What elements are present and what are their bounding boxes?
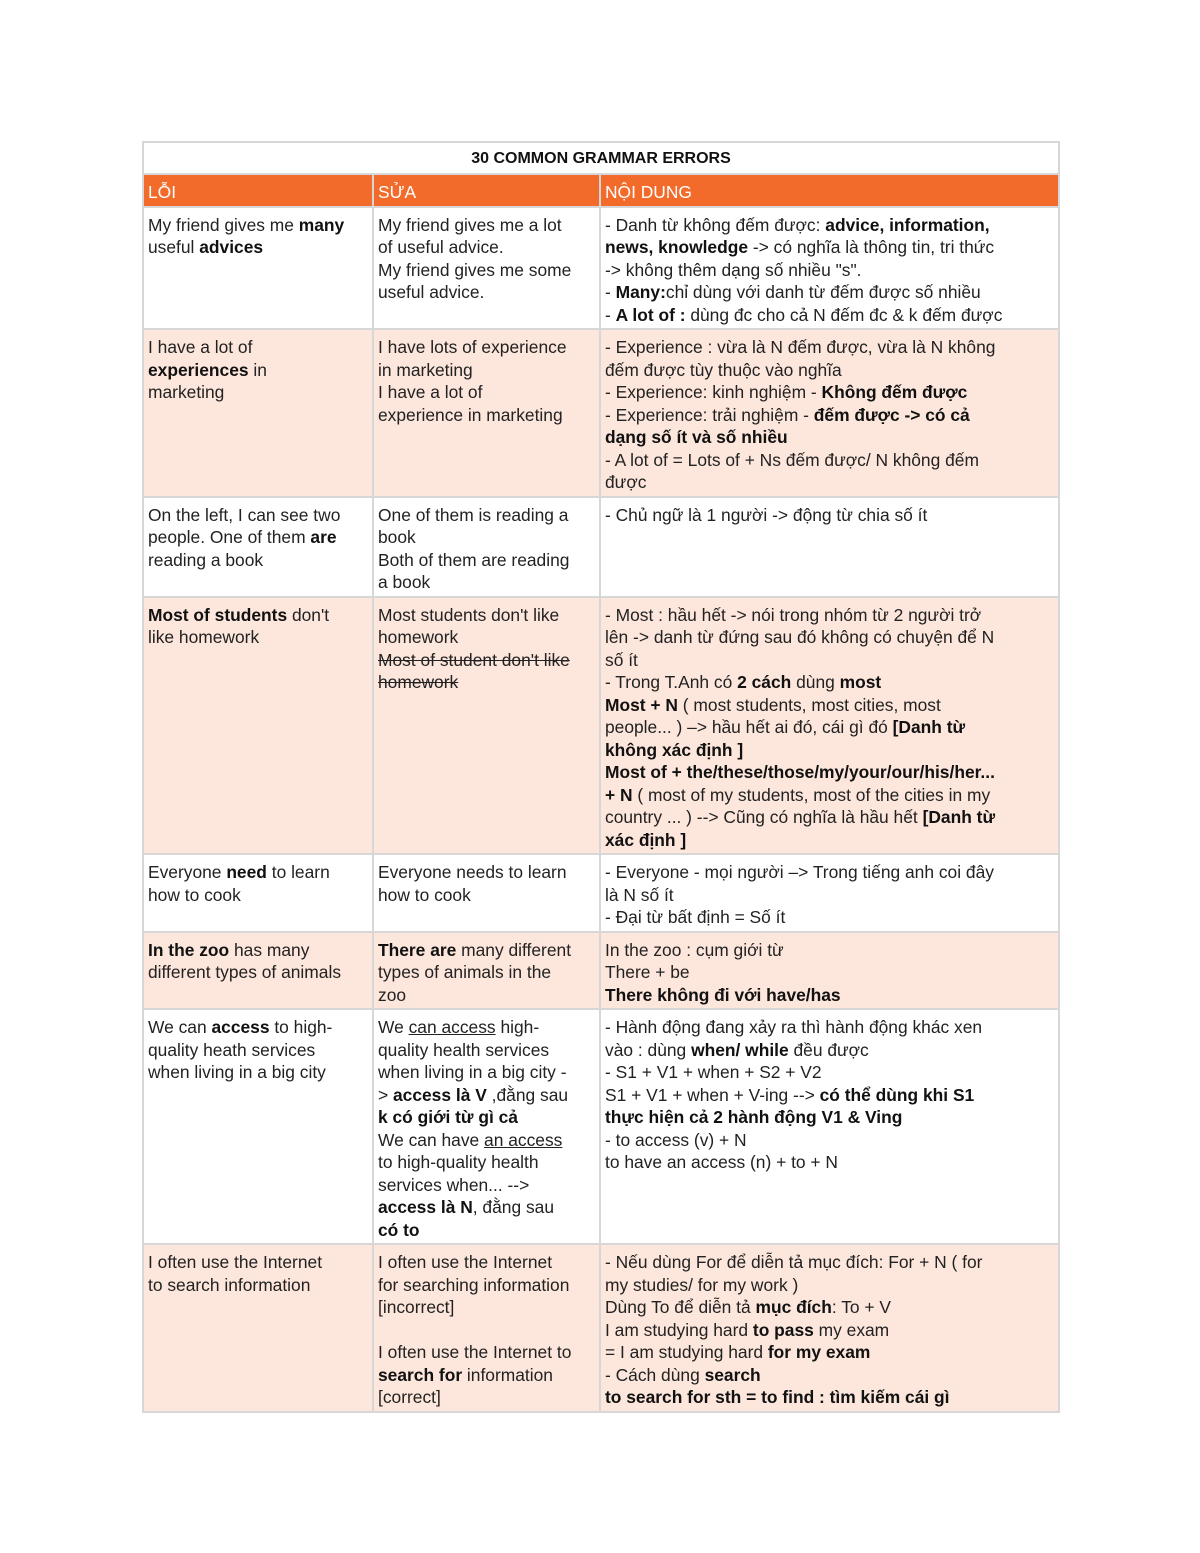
text-line <box>378 1174 596 1197</box>
text-line <box>605 1016 1055 1039</box>
text-line <box>378 1061 596 1084</box>
correction-cell <box>373 207 600 330</box>
text-segment: I often use the Internet <box>378 1252 553 1272</box>
text-line <box>605 1296 1055 1319</box>
explanation-cell <box>600 932 1059 1010</box>
text-segment: how to cook <box>378 884 471 905</box>
text-line <box>605 504 1055 527</box>
text-segment: useful advice. <box>378 282 485 302</box>
text-segment: a book <box>378 572 431 592</box>
text-segment: Most students don't like <box>378 604 560 625</box>
text-line <box>148 359 369 382</box>
text-segment: quality health services <box>378 1039 550 1060</box>
text-line <box>378 626 596 649</box>
text-segment: ( most students, most cities, most <box>677 694 941 715</box>
text-segment: people. One of them <box>148 527 311 547</box>
text-line <box>148 214 369 237</box>
table-row <box>143 1009 1059 1244</box>
text-line <box>378 984 596 1007</box>
text-segment: - Most : hầu hết -> nói trong nhóm từ 2 người trở <box>605 604 982 625</box>
text-segment: In the zoo : cụm giới từ <box>605 939 784 960</box>
text-segment: -> không thêm dạng số nhiều "s". <box>605 259 862 280</box>
bold-text: [Danh từ <box>922 807 996 827</box>
text-line <box>605 426 1055 449</box>
bold-text: many <box>298 214 345 235</box>
text-line <box>378 649 596 672</box>
text-line <box>378 1219 596 1242</box>
text-segment: I often use the Internet to <box>378 1342 572 1362</box>
bold-text: mục đích <box>755 1297 832 1317</box>
text-line <box>605 829 1055 852</box>
bold-text: to search for sth = to find : tìm kiếm cái gì <box>605 1387 950 1407</box>
text-segment: I often use the Internet <box>148 1252 323 1272</box>
text-segment: Both of them are reading <box>378 549 570 570</box>
text-line <box>378 571 596 594</box>
blank-line <box>378 1319 596 1342</box>
text-segment: don't <box>287 604 330 625</box>
table-row <box>143 497 1059 597</box>
text-line <box>378 1251 596 1274</box>
text-segment: book <box>378 527 416 547</box>
text-line <box>378 236 596 259</box>
bold-text: k có giới từ gì cả <box>378 1107 518 1127</box>
text-segment: zoo <box>378 984 407 1005</box>
text-line <box>605 984 1055 1007</box>
text-segment: homework <box>378 627 459 647</box>
text-line <box>605 381 1055 404</box>
text-segment: - Experience: kinh nghiệm - <box>605 382 822 402</box>
text-line <box>378 1016 596 1039</box>
text-segment: I have a lot of <box>148 337 253 357</box>
column-header-correction: SỬA <box>373 174 600 207</box>
bold-text: are <box>310 527 337 547</box>
text-segment: - A lot of = Lots of + Ns đếm được/ N không đếm <box>605 449 979 470</box>
text-line <box>605 1319 1055 1342</box>
bold-text: Không đếm được <box>821 382 968 402</box>
text-line <box>378 404 596 427</box>
text-line <box>148 1251 369 1274</box>
text-line <box>378 504 596 527</box>
bold-text: There không đi với have/has <box>605 984 841 1005</box>
text-line <box>148 1061 369 1084</box>
text-line <box>605 671 1055 694</box>
text-segment: ( most of my students, most of the cities in my <box>632 784 991 805</box>
text-segment: Everyone <box>148 862 227 882</box>
bold-text: In the zoo <box>148 939 230 960</box>
text-segment: My friend gives me <box>148 214 299 235</box>
text-line <box>378 281 596 304</box>
text-segment: country ... ) --> Cũng có nghĩa là hầu hết <box>605 807 923 827</box>
text-segment: - Chủ ngữ là 1 người -> động từ chia số ít <box>605 504 928 525</box>
text-line <box>605 1039 1055 1062</box>
text-segment: when living in a big city - <box>378 1062 567 1082</box>
text-line <box>378 861 596 884</box>
bold-text: có to <box>378 1219 420 1240</box>
text-line <box>605 1129 1055 1152</box>
bold-text: news, knowledge <box>605 237 749 257</box>
text-line <box>378 1341 596 1364</box>
bold-text: access là N <box>378 1197 473 1217</box>
text-segment: an access <box>484 1129 563 1150</box>
text-segment: - <box>605 282 616 302</box>
text-segment: in marketing <box>378 359 473 380</box>
text-line <box>605 1061 1055 1084</box>
grammar-errors-document <box>142 141 1058 1413</box>
text-line <box>378 1196 596 1219</box>
text-segment: - Đại từ bất định = Số ít <box>605 907 786 927</box>
text-segment: to have an access (n) + to + N <box>605 1152 838 1172</box>
text-line <box>378 336 596 359</box>
error-cell <box>143 932 373 1010</box>
text-line <box>378 1151 596 1174</box>
bold-text: advices <box>199 237 264 257</box>
text-line <box>148 626 369 649</box>
text-segment: dùng <box>791 672 840 692</box>
text-line <box>378 214 596 237</box>
text-segment: - Everyone - mọi người –> Trong tiếng anh coi đây <box>605 862 994 882</box>
text-line <box>605 1251 1055 1274</box>
text-segment: > <box>378 1084 393 1105</box>
text-segment: dùng đc cho cả N đếm đc & k đếm được <box>685 304 1003 325</box>
text-segment: - Nếu dùng For để diễn tả mục đích: For + N ( for <box>605 1252 983 1272</box>
column-header-error: LỖI <box>143 174 373 207</box>
text-segment: people... ) –> hầu hết ai đó, cái gì đó <box>605 717 893 737</box>
table-row <box>143 329 1059 497</box>
explanation-cell <box>600 329 1059 497</box>
text-line <box>378 1039 596 1062</box>
text-segment: Everyone needs to learn <box>378 862 567 882</box>
text-segment: - <box>605 304 616 325</box>
text-segment: chỉ dùng với danh từ đếm được số nhiều <box>665 282 981 302</box>
table-title: 30 COMMON GRAMMAR ERRORS <box>143 142 1059 174</box>
text-line <box>605 1084 1055 1107</box>
text-line <box>378 939 596 962</box>
column-header-explanation: NỘI DUNG <box>600 174 1059 207</box>
text-segment: - to access (v) + N <box>605 1129 747 1150</box>
text-line <box>605 906 1055 929</box>
text-line <box>378 1106 596 1129</box>
table-row <box>143 207 1059 330</box>
text-segment: how to cook <box>148 884 241 905</box>
text-line <box>605 716 1055 739</box>
text-line <box>148 526 369 549</box>
bold-text: A lot of : <box>615 304 686 325</box>
explanation-cell <box>600 207 1059 330</box>
text-segment: quality heath services <box>148 1039 316 1060</box>
text-line <box>148 549 369 572</box>
text-segment: On the left, I can see two <box>148 504 341 525</box>
bold-text: experiences <box>148 359 249 380</box>
bold-text: access là V <box>393 1084 487 1105</box>
text-segment: - Experience : vừa là N đếm được, vừa là N không <box>605 337 996 357</box>
error-cell <box>143 207 373 330</box>
text-segment: experience in marketing <box>378 404 563 425</box>
bold-text: + N <box>605 784 633 805</box>
bold-text: most <box>839 672 882 692</box>
bold-text: không xác định ] <box>605 739 744 760</box>
text-segment: I am studying hard <box>605 1319 753 1340</box>
text-line <box>378 1084 596 1107</box>
bold-text: Many: <box>615 282 666 302</box>
text-line <box>378 259 596 282</box>
text-line <box>148 504 369 527</box>
text-segment: has many <box>229 939 310 960</box>
text-segment: We can <box>148 1017 212 1037</box>
grammar-errors-table <box>142 141 1060 1413</box>
text-segment: homework <box>378 672 459 692</box>
bold-text: search <box>704 1364 761 1385</box>
bold-text: Most + N <box>605 694 678 715</box>
bold-text: đếm được -> có cả <box>813 404 970 425</box>
text-segment: I have a lot of <box>378 382 483 402</box>
text-segment: - Experience: trải nghiệm - <box>605 404 814 425</box>
text-segment: đều được <box>788 1039 869 1060</box>
table-row <box>143 597 1059 855</box>
bold-text: when/ while <box>691 1039 789 1060</box>
text-line <box>605 1151 1055 1174</box>
text-segment: ,đằng sau <box>486 1084 569 1105</box>
text-line <box>378 359 596 382</box>
text-line <box>605 884 1055 907</box>
text-line <box>605 939 1055 962</box>
table-row <box>143 1244 1059 1412</box>
correction-cell <box>373 597 600 855</box>
text-segment: my exam <box>813 1319 890 1340</box>
bold-text: to pass <box>752 1319 814 1340</box>
text-line <box>148 604 369 627</box>
text-segment: marketing <box>148 382 225 402</box>
text-segment: to high- <box>269 1017 333 1037</box>
text-segment: đếm được tùy thuộc vào nghĩa <box>605 359 842 380</box>
text-segment: My friend gives me a lot <box>378 214 562 235</box>
text-segment: S1 + V1 + when + V-ing --> <box>605 1084 820 1105</box>
text-segment: My friend gives me some <box>378 259 572 280</box>
explanation-cell <box>600 497 1059 597</box>
text-line <box>148 1016 369 1039</box>
text-segment: [incorrect] <box>378 1297 455 1317</box>
bold-text: There are <box>378 939 457 960</box>
text-segment: -> có nghĩa là thông tin, tri thức <box>748 237 995 257</box>
error-cell <box>143 329 373 497</box>
bold-text: dạng số ít và số nhiều <box>605 427 788 447</box>
text-segment: like homework <box>148 627 260 647</box>
text-segment: high- <box>495 1017 540 1037</box>
text-segment: useful <box>148 237 200 257</box>
text-line <box>378 671 596 694</box>
text-segment: to high-quality health <box>378 1152 539 1172</box>
text-line <box>378 549 596 572</box>
text-line <box>605 236 1055 259</box>
text-line <box>378 526 596 549</box>
text-line <box>605 861 1055 884</box>
text-line <box>605 626 1055 649</box>
text-line <box>378 381 596 404</box>
text-line <box>378 1274 596 1297</box>
text-segment: services when... --> <box>378 1174 530 1195</box>
text-segment: = I am studying hard <box>605 1342 768 1362</box>
correction-cell <box>373 1009 600 1244</box>
text-line <box>605 336 1055 359</box>
text-line <box>605 1364 1055 1387</box>
text-segment: of useful advice. <box>378 237 504 257</box>
text-line <box>148 1274 369 1297</box>
correction-cell <box>373 497 600 597</box>
text-segment: for searching information <box>378 1274 570 1295</box>
text-line <box>605 359 1055 382</box>
error-cell <box>143 854 373 932</box>
text-segment: vào : dùng <box>605 1039 692 1060</box>
bold-text: xác định ] <box>605 829 687 850</box>
table-body <box>143 207 1059 1412</box>
explanation-cell <box>600 1009 1059 1244</box>
text-line <box>148 1039 369 1062</box>
text-segment: One of them is reading a <box>378 504 569 525</box>
text-segment: - Danh từ không đếm được: <box>605 214 826 235</box>
text-line <box>148 336 369 359</box>
text-segment: [correct] <box>378 1387 441 1407</box>
text-line <box>378 1129 596 1152</box>
correction-cell <box>373 329 600 497</box>
text-line <box>605 404 1055 427</box>
text-line <box>605 1106 1055 1129</box>
text-segment: - Cách dùng <box>605 1364 705 1385</box>
text-line <box>378 1296 596 1319</box>
text-segment: : To + V <box>831 1297 891 1317</box>
text-line <box>148 861 369 884</box>
text-line <box>378 604 596 627</box>
correction-cell <box>373 932 600 1010</box>
bold-text: Most of students <box>148 604 288 625</box>
explanation-cell <box>600 1244 1059 1412</box>
correction-cell <box>373 854 600 932</box>
bold-text: advice, information, <box>825 214 990 235</box>
text-line <box>378 884 596 907</box>
bold-text: có thể dùng khi S1 <box>819 1084 975 1105</box>
text-line <box>605 604 1055 627</box>
text-line <box>148 884 369 907</box>
text-line <box>605 784 1055 807</box>
bold-text: thực hiện cả 2 hành động V1 & Ving <box>605 1107 903 1127</box>
text-line <box>605 1274 1055 1297</box>
text-segment: types of animals in the <box>378 962 552 982</box>
table-row <box>143 932 1059 1010</box>
text-segment: - Trong T.Anh có <box>605 672 738 692</box>
text-line <box>605 694 1055 717</box>
text-line <box>605 806 1055 829</box>
text-segment: , đằng sau <box>472 1197 554 1217</box>
text-line <box>605 961 1055 984</box>
bold-text: search for <box>378 1364 463 1385</box>
text-line <box>605 1341 1055 1364</box>
text-line <box>605 1386 1055 1409</box>
bold-text: access <box>211 1017 270 1037</box>
text-line <box>378 1364 596 1387</box>
explanation-cell <box>600 854 1059 932</box>
bold-text: need <box>226 862 267 882</box>
text-line <box>605 739 1055 762</box>
text-segment: là N số ít <box>605 884 674 905</box>
text-segment: to learn <box>266 862 330 882</box>
text-segment: There + be <box>605 962 690 982</box>
text-line <box>378 961 596 984</box>
text-line <box>378 1386 596 1409</box>
text-segment: Dùng To để diễn tả <box>605 1297 756 1317</box>
table-row <box>143 854 1059 932</box>
text-segment: my studies/ for my work ) <box>605 1274 799 1295</box>
text-line <box>605 649 1055 672</box>
text-line <box>148 381 369 404</box>
error-cell <box>143 1009 373 1244</box>
text-line <box>148 236 369 259</box>
text-line <box>605 259 1055 282</box>
text-segment: We <box>378 1017 409 1037</box>
text-segment: information <box>462 1364 553 1385</box>
explanation-cell <box>600 597 1059 855</box>
text-line <box>605 761 1055 784</box>
text-line <box>148 961 369 984</box>
text-line <box>605 214 1055 237</box>
text-segment: được <box>605 472 647 492</box>
text-line <box>148 939 369 962</box>
correction-cell <box>373 1244 600 1412</box>
bold-text: for my exam <box>767 1342 871 1362</box>
error-cell <box>143 597 373 855</box>
text-segment: many different <box>456 939 572 960</box>
text-segment: different types of animals <box>148 962 342 982</box>
text-segment: when living in a big city <box>148 1062 326 1082</box>
bold-text: 2 cách <box>737 672 792 692</box>
text-segment: lên -> danh từ đứng sau đó không có chuyện để N <box>605 627 995 647</box>
bold-text: [Danh từ <box>892 717 966 737</box>
text-segment: We can have <box>378 1129 485 1150</box>
text-segment: can access <box>408 1017 496 1037</box>
text-segment: - Hành động đang xảy ra thì hành động khác xen <box>605 1017 983 1037</box>
text-segment: số ít <box>605 649 638 670</box>
text-segment: - S1 + V1 + when + S2 + V2 <box>605 1062 822 1082</box>
text-segment: reading a book <box>148 549 264 570</box>
text-line <box>605 471 1055 494</box>
text-line <box>605 449 1055 472</box>
text-segment: to search information <box>148 1274 311 1295</box>
bold-text: Most of + the/these/those/my/your/our/his/her... <box>605 762 995 782</box>
text-line <box>605 304 1055 327</box>
error-cell <box>143 497 373 597</box>
text-line <box>605 281 1055 304</box>
text-segment: Most of student don't like <box>378 649 570 670</box>
error-cell <box>143 1244 373 1412</box>
text-segment: in <box>248 359 267 380</box>
text-segment: I have lots of experience <box>378 337 567 357</box>
